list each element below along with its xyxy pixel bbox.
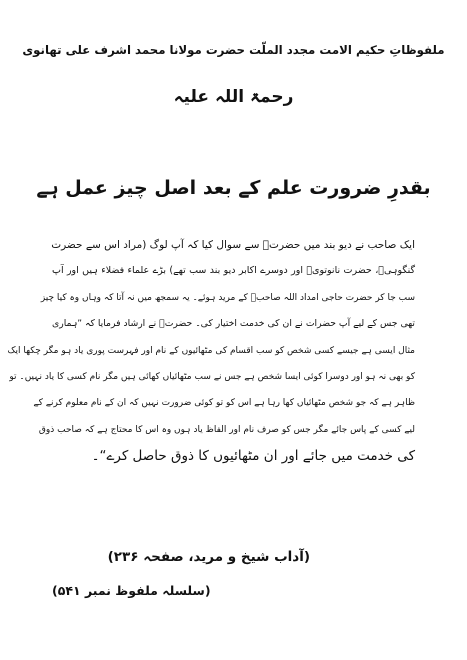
body-line: تھی جس کے لیے آپ حضرات نے ان کی خدمت اختیار کی۔ حضرتؒ نے ارشاد فرمایا کہ ”ہماری: [52, 318, 415, 330]
body-line: کو بھی نہ ہو اور دوسرا کوئی ایسا شخص ہے جس نے سب مٹھائیاں کھائی ہیں مگر نام کسی کا یاد نہیں۔ تو: [9, 371, 415, 382]
body-line: ایک صاحب نے دیو بند میں حضرتؒ سے سوال کیا کہ آپ لوگ (مراد اس سے حضرت: [51, 239, 415, 251]
body-line: سب جا کر حضرت حاجی امداد اللہ صاحبؒ کے مرید ہوئے۔ یہ سمجھ میں نہ آتا کہ وہاں وہ کیا چیز: [40, 292, 415, 303]
heading-line-2: رحمۃ اللہ علیہ: [173, 87, 294, 107]
heading-line-1: ملفوظاتِ حکیم الامت مجدد الملّت حضرت مولانا محمد اشرف علی تھانوی: [22, 43, 445, 57]
body-line: کی خدمت میں جائے اور ان مٹھائیوں کا ذوق حاصل کرے“۔: [91, 448, 415, 465]
document-title: بقدرِ ضرورت علم کے بعد اصل چیز عمل ہے: [36, 177, 431, 199]
body-line: گنگوہیؒ، حضرت نانوتویؒ اور دوسرے اکابر دیو بند سب تھے) بڑے علماء فضلاء ہیں اور آپ: [52, 265, 415, 277]
body-line: ظاہر ہے کہ جو شخص مٹھائیاں کھا رہا ہے اس کو تو کوئی ضرورت نہیں کہ ان کے نام معلوم کرنے کے: [33, 398, 415, 409]
body-line: مثال ایسی ہے جیسے کسی شخص کو سب اقسام کی مٹھائیوں کے نام اور فہرست پوری یاد ہو مگر چکھا ایک: [7, 345, 415, 356]
series-number: (سلسلہ ملفوظ نمبر ۵۴۱): [52, 583, 211, 598]
body-paragraph: [7, 232, 415, 470]
body-line: لیے کسی کے پاس جائے مگر جس کو صرف نام اور الفاظ یاد ہوں وہ اس کا محتاج ہے کہ صاحب ذوق: [38, 424, 415, 435]
citation: (آداب شیخ و مرید، صفحہ ۲۳۶): [107, 549, 310, 565]
